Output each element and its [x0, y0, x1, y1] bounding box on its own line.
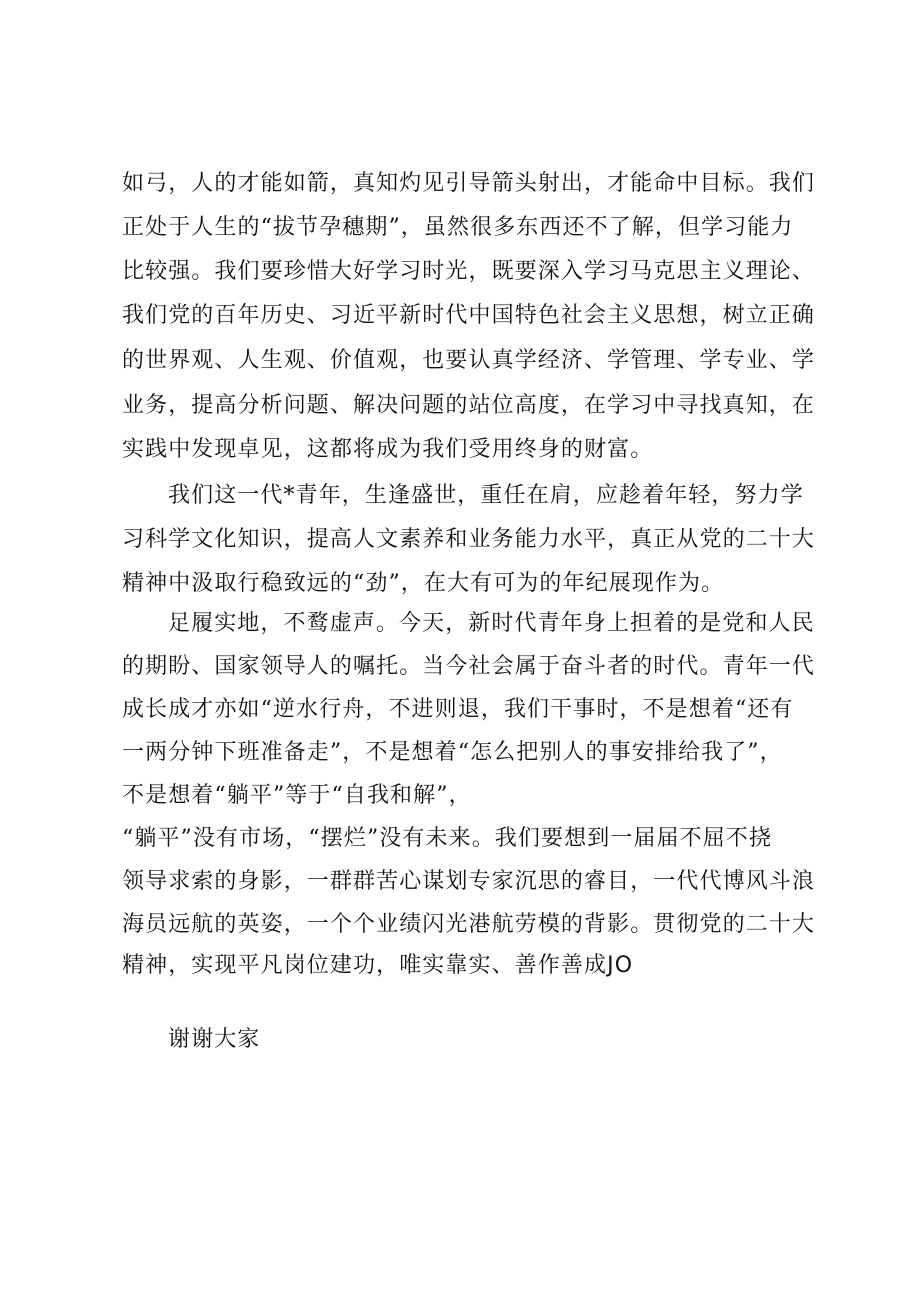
- paragraph-2-line-3: 精神中汲取行稳致远的“劲”，在大有可为的年纪展现作为。: [122, 571, 725, 596]
- paragraph-3-line-6: “躺平”没有市场，“摆烂”没有未来。我们要想到一届届不屈不挠: [122, 826, 772, 851]
- paragraph-3-line-1: 足履实地，不鹜虚声。今天，新时代青年身上担着的是党和人民: [168, 611, 815, 636]
- paragraph-2-line-1: 我们这一代*青年，生逢盛世，重任在肩，应趁着年轻，努力学: [168, 483, 804, 508]
- paragraph-3-line-7: 领导求索的身影，一群群苦心谋划专家沉思的睿目，一代代博风斗浪: [122, 869, 816, 894]
- paragraph-3-line-3: 成长成才亦如“逆水行舟，不进则退，我们干事时，不是想着“还有: [122, 697, 794, 722]
- paragraph-1-line-1: 如弓，人的才能如箭，真知灼见引导箭头射出，才能命中目标。我们: [122, 171, 816, 196]
- paragraph-1-line-5: 的世界观、人生观、价值观，也要认真学经济、学管理、学专业、学: [122, 348, 816, 373]
- closing-thanks: 谢谢大家: [168, 1027, 261, 1052]
- paragraph-3-line-9: [122, 952, 633, 980]
- paragraph-3-line-8: 海员远航的英姿，一个个业绩闪光港航劳模的背影。贯彻党的二十大: [122, 912, 816, 937]
- paragraph-2-line-2: 习科学文化知识，提高人文素养和业务能力水平，真正从党的二十大: [122, 527, 816, 552]
- paragraph-1-line-3: 比较强。我们要珍惜大好学习时光，既要深入学习马克思主义理论、: [122, 259, 816, 284]
- paragraph-1-line-7: 实践中发现卓见，这都将成为我们受用终身的财富。: [122, 437, 654, 462]
- paragraph-1-line-6: 业务，提高分析问题、解决问题的站位高度，在学习中寻找真知，在: [122, 393, 816, 418]
- paragraph-1-line-2: 正处于人生的“拔节孕穗期”，虽然很多东西还不了解，但学习能力: [122, 215, 794, 240]
- paragraph-1-line-4: 我们党的百年历史、习近平新时代中国特色社会主义思想，树立正确: [122, 303, 816, 328]
- paragraph-3-line-4: 一两分钟下班准备走”，不是想着“怎么把别人的事安排给我了”，: [122, 740, 783, 765]
- paragraph-3-line-9-text: 精神，实现平凡岗位建功，唯实靠实、善作善成: [122, 953, 608, 978]
- paragraph-3-line-5: 不是想着“躺平”等于“自我和解”，: [122, 783, 472, 808]
- paragraph-3-tail: JO: [607, 953, 634, 978]
- paragraph-3-line-2: 的期盼、国家领导人的嘱托。当今社会属于奋斗者的时代。青年一代: [122, 654, 816, 679]
